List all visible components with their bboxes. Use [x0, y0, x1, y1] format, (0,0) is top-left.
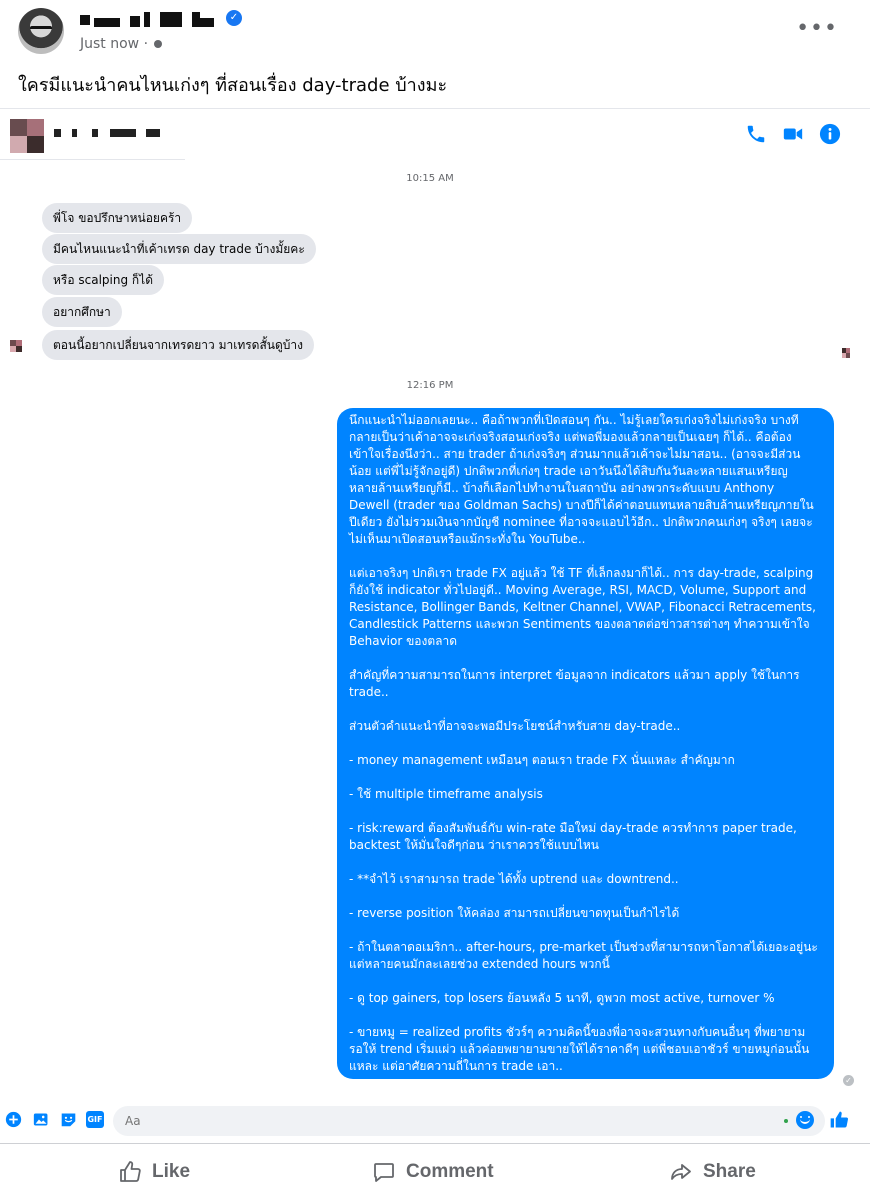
gif-button[interactable]: GIF: [86, 1111, 104, 1128]
reply-paragraph: นึกแนะนำไม่ออกเลยนะ.. คือถ้าพวกที่เปิดสอนๆ กัน.. ไม่รู้เลยใครเก่งจริงไม่เก่งจริง บางที กลายเป็นว่าเค้าอาจจะเก่งจริงสอนเก่งจริง แต่พอพี่มองแล้วกลายเป็นเฉยๆ ก็ได้.. คือต้องเข้าใจเรื่องนึงว่า.. สาย trader ถ้าเก่งจริงๆ ส่วนมากแล้วเค้าจะไม่มาสอน.. (อาจจะมีส่วนน้อย แต่พี่ไม่รู้จักอยู่ดี) ปกติพวกที่เก่งๆ trade เอาวันนึงได้สิบกันวันละหลายแสนเหรียญ หลายล้านเหรียญก็มี.. บ้างก็เลือกไปทำงานในสถาบัน อย่างพวกระดับแบบ Anthony Dewell (trader ของ Goldman Sachs) บางปีก็ได้ค่าตอบแทนหลายสิบล้านเหรียญภายในปีเดียว ยังไม่รวมเงินจากบัญชี nominee ที่อาจจะแอบไว้อีก.. ปกติพวกคนเก่งๆ จริงๆ เลยจะไม่เห็นมาเปิดสอนหรือแม้กระทั่งใน YouTube..: [349, 413, 814, 546]
comment-icon: [372, 1160, 396, 1184]
share-button[interactable]: [669, 1144, 756, 1200]
active-status-dot: [784, 1119, 788, 1123]
photo-icon[interactable]: [33, 1111, 50, 1128]
delivered-check-icon: ✓: [843, 1075, 854, 1086]
incoming-message[interactable]: พี่โจ ขอปรึกษาหน่อยคร้า: [42, 203, 192, 233]
seen-avatar: [842, 348, 850, 358]
author-avatar[interactable]: [18, 8, 64, 54]
video-call-icon[interactable]: [782, 123, 804, 145]
reply-paragraph: - **จำไว้ เราสามารถ trade ได้ทั้ง uptrend และ downtrend..: [349, 872, 679, 886]
header-divider: [0, 159, 185, 160]
messenger-screenshot: [0, 108, 870, 1141]
like-button[interactable]: [118, 1144, 190, 1200]
reply-paragraph: - money management เหมือนๆ ตอนเรา trade FX นั่นแหละ สำคัญมาก: [349, 753, 735, 767]
post-action-bar: [0, 1143, 870, 1200]
reply-paragraph: - ขายหมู = realized profits ชัวร์ๆ ความคิดนี้ของพี่อาจจะสวนทางกับคนอื่นๆ ที่พยายามรอให้ trend เริ่มแผ่ว แล้วค่อยพยายามขายให้ได้ราคาดีๆ แต่พี่ชอบเอาชัวร์ ขายหมูก่อนนั้นแหละ แต่อาศัยความถี่ในการ trade เอา..: [349, 1025, 810, 1073]
emoji-icon[interactable]: [796, 1111, 814, 1129]
chat-timestamp: 10:15 AM: [406, 173, 454, 184]
incoming-message[interactable]: หรือ scalping ก็ได้: [42, 265, 164, 295]
message-input[interactable]: [113, 1106, 825, 1136]
reply-paragraph: สำคัญที่ความสามารถในการ interpret ข้อมูลจาก indicators แล้วมา apply ใช้ในการ trade..: [349, 668, 800, 699]
reply-paragraph: ส่วนตัวคำแนะนำที่อาจจะพอมีประโยชน์สำหรับสาย day-trade..: [349, 719, 681, 733]
thumbs-up-icon[interactable]: [829, 1110, 849, 1130]
contact-name-redacted[interactable]: [54, 129, 164, 139]
incoming-message[interactable]: มีคนไหนแนะนำที่เค้าเทรด day trade บ้างมั้ยคะ: [42, 234, 316, 264]
like-label: Like: [152, 1161, 191, 1182]
post-timestamp[interactable]: Just now ·: [80, 36, 162, 52]
reply-paragraph: แต่เอาจริงๆ ปกติเรา trade FX อยู่แล้ว ใช้ TF ที่เล็กลงมาก็ได้.. การ day-trade, scalping ก็ยังใช้ indicator ทั่วไปอยู่ดี.. Moving Average, RSI, MACD, Volume, Support and Resistance, Bollinger Bands, Keltner Channel, VWAP, Fibonacci Retracements, Candlestick Patterns และพวก Sentiments ของตลาดต่อข่าวสารต่างๆ ทำความเข้าใจ Behavior ของตลาด: [349, 566, 816, 648]
reply-paragraph: - ถ้าในตลาดอเมริกา.. after-hours, pre-market เป็นช่วงที่สามารถหาโอกาสได้เยอะอยู่นะ แต่หลายคนมักละเลยช่วง extended hours พวกนี้: [349, 940, 818, 971]
like-icon: [118, 1160, 142, 1184]
contact-avatar-small: [10, 340, 22, 352]
post-options-button[interactable]: •••: [796, 16, 838, 41]
post-header: [0, 0, 870, 96]
chat-timestamp: 12:16 PM: [406, 380, 454, 391]
author-name-redacted[interactable]: [80, 10, 240, 30]
comment-label: Comment: [406, 1161, 494, 1182]
share-label: Share: [703, 1161, 756, 1182]
sticker-icon[interactable]: [60, 1111, 77, 1128]
incoming-message[interactable]: ตอนนี้อยากเปลี่ยนจากเทรดยาว มาเทรดสั้นดูบ้าง: [42, 330, 314, 360]
phone-call-icon[interactable]: [745, 123, 767, 145]
contact-avatar[interactable]: [10, 119, 44, 153]
share-icon: [669, 1160, 693, 1184]
info-icon[interactable]: [819, 123, 841, 145]
message-composer: [0, 1101, 870, 1141]
reply-paragraph: - ใช้ multiple timeframe analysis: [349, 787, 543, 801]
add-more-icon[interactable]: [5, 1111, 22, 1128]
comment-button[interactable]: [372, 1144, 494, 1200]
reply-paragraph: - risk:reward ต้องสัมพันธ์กับ win-rate มือใหม่ day-trade ควรทำการ paper trade, backtest ให้มั่นใจดีๆก่อน ว่าเราควรใช้แบบไหน: [349, 821, 797, 852]
chat-header: [0, 109, 870, 159]
outgoing-message[interactable]: [337, 408, 834, 1079]
post-text: ใครมีแนะนำคนไหนเก่งๆ ที่สอนเรื่อง day-trade บ้างมะ: [18, 75, 448, 96]
reply-paragraph: - ดู top gainers, top losers ย้อนหลัง 5 นาที, ดูพวก most active, turnover %: [349, 991, 775, 1005]
verified-badge-icon: ✓: [226, 10, 242, 26]
reply-paragraph: - reverse position ให้คล่อง สามารถเปลี่ยนขาดทุนเป็นกำไรได้: [349, 906, 680, 920]
audience-icon: [154, 40, 162, 48]
incoming-message[interactable]: อยากศึกษา: [42, 297, 122, 327]
